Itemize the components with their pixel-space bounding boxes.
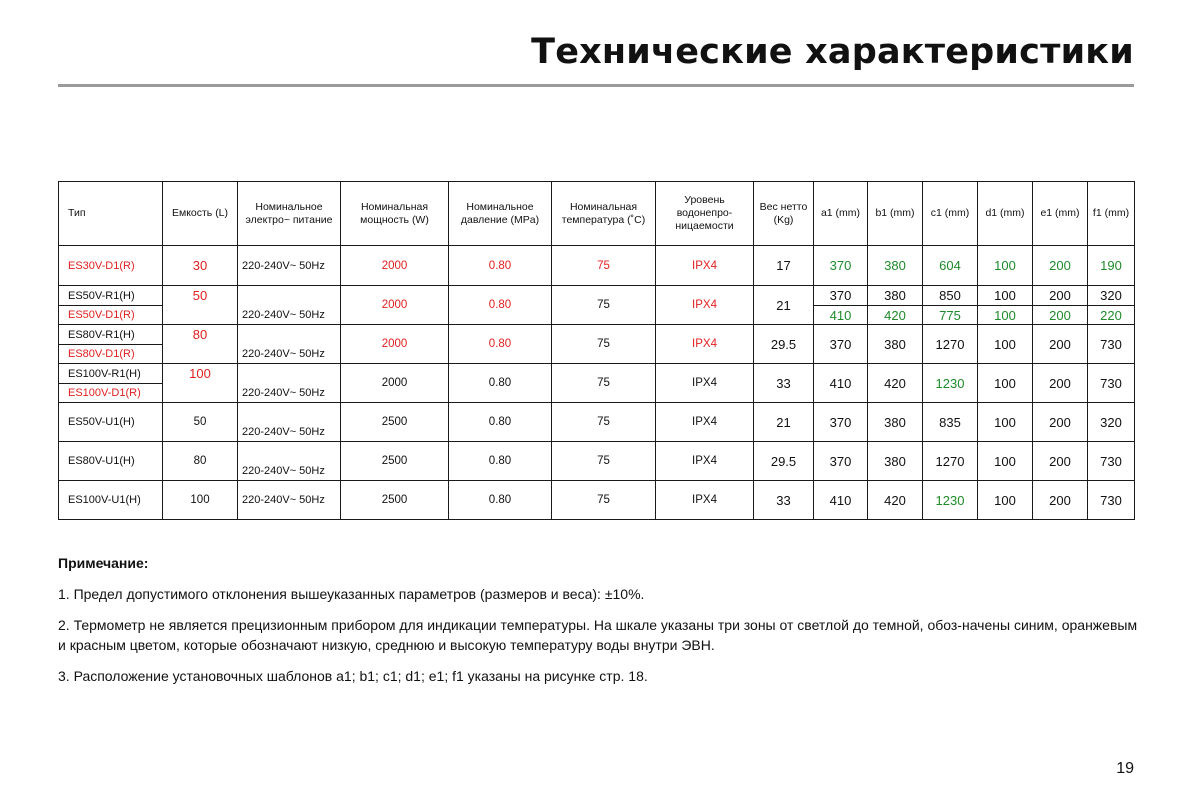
model-cell: ES50V-D1(R) (59, 306, 163, 325)
model-cell: ES100V-R1(H) (59, 364, 163, 384)
weight-cell: 33 (754, 481, 814, 520)
protection-cell: IPX4 (656, 246, 754, 286)
d1-cell: 100 (978, 403, 1033, 442)
notes-heading: Примечание: (58, 555, 149, 571)
table-row (59, 286, 1135, 306)
e1-cell: 200 (1033, 286, 1088, 306)
temperature-cell: 75 (552, 325, 656, 364)
page-title: Технические характеристики (531, 32, 1134, 72)
temperature-cell: 75 (552, 286, 656, 325)
protection-cell: IPX4 (656, 286, 754, 325)
pressure-cell: 0.80 (449, 364, 552, 403)
page-number: 19 (1116, 760, 1134, 777)
b1-cell: 380 (868, 325, 923, 364)
note-item: 3. Расположение установочных шаблонов a1; b1; c1; d1; e1; f1 указаны на рисунке стр. 18. (58, 668, 648, 684)
b1-cell: 380 (868, 246, 923, 286)
voltage-cell: 220-240V~ 50Hz (238, 286, 341, 325)
model-cell: ES100V-U1(H) (59, 481, 163, 520)
header-f1: f1 (mm) (1088, 182, 1135, 246)
header-e1: e1 (mm) (1033, 182, 1088, 246)
e1-cell: 200 (1033, 481, 1088, 520)
f1-cell: 220 (1088, 306, 1135, 325)
capacity-cell: 80 (163, 325, 238, 364)
c1-cell: 835 (923, 403, 978, 442)
pressure-cell: 0.80 (449, 403, 552, 442)
pressure-cell: 0.80 (449, 442, 552, 481)
weight-cell: 33 (754, 364, 814, 403)
model-cell: ES80V-U1(H) (59, 442, 163, 481)
table-header-row (59, 182, 1135, 246)
a1-cell: 370 (814, 286, 868, 306)
capacity-cell: 50 (163, 403, 238, 442)
f1-cell: 320 (1088, 286, 1135, 306)
power-cell: 2000 (341, 325, 449, 364)
capacity-cell: 100 (163, 481, 238, 520)
b1-cell: 420 (868, 306, 923, 325)
table-row (59, 364, 1135, 384)
power-cell: 2500 (341, 403, 449, 442)
c1-cell: 775 (923, 306, 978, 325)
weight-cell: 21 (754, 403, 814, 442)
e1-cell: 200 (1033, 246, 1088, 286)
power-cell: 2500 (341, 442, 449, 481)
temperature-cell: 75 (552, 364, 656, 403)
a1-cell: 410 (814, 481, 868, 520)
header-b1: b1 (mm) (868, 182, 923, 246)
weight-cell: 29.5 (754, 442, 814, 481)
power-cell: 2000 (341, 246, 449, 286)
model-cell: ES80V-R1(H) (59, 325, 163, 345)
temperature-cell: 75 (552, 481, 656, 520)
notes-section (58, 553, 1138, 697)
e1-cell: 200 (1033, 403, 1088, 442)
voltage-cell: 220-240V~ 50Hz (238, 325, 341, 364)
pressure-cell: 0.80 (449, 481, 552, 520)
temperature-cell: 75 (552, 403, 656, 442)
header-weight: Вес нетто (Kg) (754, 182, 814, 246)
weight-cell: 17 (754, 246, 814, 286)
power-cell: 2000 (341, 364, 449, 403)
temperature-cell: 75 (552, 442, 656, 481)
table-row (59, 442, 1135, 481)
a1-cell: 370 (814, 246, 868, 286)
d1-cell: 100 (978, 364, 1033, 403)
title-divider (58, 84, 1134, 87)
a1-cell: 410 (814, 306, 868, 325)
weight-cell: 21 (754, 286, 814, 325)
protection-cell: IPX4 (656, 325, 754, 364)
voltage-cell: 220-240V~ 50Hz (238, 246, 341, 286)
header-pressure: Номинальное давление (MPa) (449, 182, 552, 246)
d1-cell: 100 (978, 286, 1033, 306)
c1-cell: 1270 (923, 442, 978, 481)
e1-cell: 200 (1033, 325, 1088, 364)
header-temperature: Номинальная температура (˚C) (552, 182, 656, 246)
a1-cell: 370 (814, 325, 868, 364)
note-item: 2. Термометр не является прецизионным прибором для индикации температуры. На шкале указаны три зоны от светлой до темной, обоз-начены синим, оранжевым и красным цветом, которые обозначают низкую, среднюю и высокую температуру воды внутри ЭВН. (58, 617, 1138, 653)
protection-cell: IPX4 (656, 442, 754, 481)
d1-cell: 100 (978, 306, 1033, 325)
header-protection: Уровень водонепро-ницаемости (656, 182, 754, 246)
capacity-cell: 80 (163, 442, 238, 481)
capacity-cell: 100 (163, 364, 238, 403)
header-c1: c1 (mm) (923, 182, 978, 246)
b1-cell: 420 (868, 364, 923, 403)
c1-cell: 850 (923, 286, 978, 306)
header-capacity: Емкость (L) (163, 182, 238, 246)
d1-cell: 100 (978, 442, 1033, 481)
d1-cell: 100 (978, 246, 1033, 286)
pressure-cell: 0.80 (449, 246, 552, 286)
f1-cell: 730 (1088, 325, 1135, 364)
specs-table (58, 181, 1135, 520)
protection-cell: IPX4 (656, 364, 754, 403)
c1-cell: 1230 (923, 481, 978, 520)
a1-cell: 410 (814, 364, 868, 403)
f1-cell: 730 (1088, 364, 1135, 403)
table-row (59, 246, 1135, 286)
table-row (59, 403, 1135, 442)
header-a1: a1 (mm) (814, 182, 868, 246)
table-row (59, 481, 1135, 520)
power-cell: 2000 (341, 286, 449, 325)
d1-cell: 100 (978, 325, 1033, 364)
header-power: Номинальная мощность (W) (341, 182, 449, 246)
e1-cell: 200 (1033, 364, 1088, 403)
capacity-cell: 30 (163, 246, 238, 286)
c1-cell: 1230 (923, 364, 978, 403)
header-type: Тип (59, 182, 163, 246)
f1-cell: 730 (1088, 481, 1135, 520)
header-d1: d1 (mm) (978, 182, 1033, 246)
e1-cell: 200 (1033, 306, 1088, 325)
header-voltage: Номинальное электро~ питание (238, 182, 341, 246)
pressure-cell: 0.80 (449, 286, 552, 325)
b1-cell: 380 (868, 403, 923, 442)
d1-cell: 100 (978, 481, 1033, 520)
c1-cell: 1270 (923, 325, 978, 364)
e1-cell: 200 (1033, 442, 1088, 481)
voltage-cell: 220-240V~ 50Hz (238, 481, 341, 520)
b1-cell: 380 (868, 442, 923, 481)
model-cell: ES30V-D1(R) (59, 246, 163, 286)
pressure-cell: 0.80 (449, 325, 552, 364)
b1-cell: 380 (868, 286, 923, 306)
model-cell: ES80V-D1(R) (59, 345, 163, 364)
b1-cell: 420 (868, 481, 923, 520)
model-cell: ES50V-U1(H) (59, 403, 163, 442)
c1-cell: 604 (923, 246, 978, 286)
f1-cell: 320 (1088, 403, 1135, 442)
protection-cell: IPX4 (656, 481, 754, 520)
f1-cell: 190 (1088, 246, 1135, 286)
a1-cell: 370 (814, 442, 868, 481)
power-cell: 2500 (341, 481, 449, 520)
weight-cell: 29.5 (754, 325, 814, 364)
note-item: 1. Предел допустимого отклонения вышеуказанных параметров (размеров и веса): ±10%. (58, 586, 645, 602)
model-cell: ES50V-R1(H) (59, 286, 163, 306)
f1-cell: 730 (1088, 442, 1135, 481)
temperature-cell: 75 (552, 246, 656, 286)
voltage-cell: 220-240V~ 50Hz (238, 442, 341, 481)
a1-cell: 370 (814, 403, 868, 442)
model-cell: ES100V-D1(R) (59, 384, 163, 403)
capacity-cell: 50 (163, 286, 238, 325)
table-row (59, 325, 1135, 345)
protection-cell: IPX4 (656, 403, 754, 442)
voltage-cell: 220-240V~ 50Hz (238, 403, 341, 442)
voltage-cell: 220-240V~ 50Hz (238, 364, 341, 403)
